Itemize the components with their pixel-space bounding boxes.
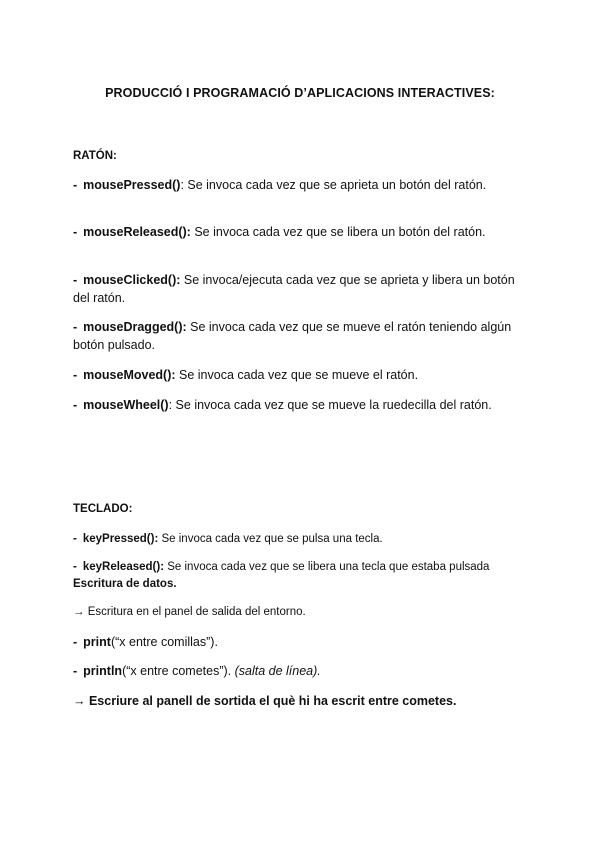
list-item-mouse-wheel: - mouseWheel(): Se invoca cada vez que se mueve la ruedecilla del ratón. xyxy=(73,398,492,412)
function-name: mouseMoved(): xyxy=(83,368,176,382)
function-name: keyPressed(): xyxy=(82,533,159,545)
function-name: keyReleased(): xyxy=(82,561,165,573)
function-name: mouseClicked(): xyxy=(83,273,181,287)
list-item-println: - println(“x entre cometes”). (salta de línea). xyxy=(73,664,321,678)
function-name: mouseReleased(): xyxy=(83,225,191,239)
function-name: println xyxy=(83,664,123,678)
section-label: Escritura de datos. xyxy=(73,578,177,590)
function-name: mouseDragged(): xyxy=(83,320,187,334)
page-title: PRODUCCIÓ I PROGRAMACIÓ D’APLICACIONS INTERACTIVES: xyxy=(105,86,495,100)
list-item-mouse-dragged: - mouseDragged(): Se invoca cada vez que se mueve el ratón teniendo algún botón pulsado. xyxy=(73,320,512,352)
final-note: → Escriure al panell de sortida el què hi ha escrit entre cometes. xyxy=(73,694,457,708)
function-description: Se invoca cada vez que se mueve el ratón teniendo algún botón pulsado. xyxy=(73,320,512,352)
list-item-mouse-clicked: - mouseClicked(): Se invoca/ejecuta cada vez que se aprieta y libera un botón del ratón. xyxy=(73,273,515,305)
function-description: Se invoca cada vez que se libera una tecla que estaba pulsada xyxy=(164,561,490,573)
list-item-mouse-moved: - mouseMoved(): Se invoca cada vez que se mueve el ratón. xyxy=(73,368,419,382)
function-description: Se invoca cada vez que se mueve el ratón. xyxy=(175,368,419,382)
raton-heading: RATÓN: xyxy=(73,150,117,162)
function-description: Se invoca cada vez que se libera un botón del ratón. xyxy=(190,225,486,239)
italic-note: (salta de línea). xyxy=(234,664,321,678)
function-name: mouseWheel() xyxy=(83,398,169,412)
list-item-key-pressed: - keyPressed(): Se invoca cada vez que se pulsa una tecla. xyxy=(73,533,383,545)
function-description: : Se invoca cada vez que se aprieta un botón del ratón. xyxy=(180,178,487,192)
teclado-heading: TECLADO: xyxy=(73,503,133,515)
function-description: (“x entre comillas”). xyxy=(110,635,218,649)
function-description: Se invoca cada vez que se pulsa una tecla. xyxy=(158,533,383,545)
function-description: (“x entre cometes”). xyxy=(122,664,235,678)
escritura-note: → Escritura en el panel de salida del entorno. xyxy=(73,606,306,618)
function-name: mousePressed() xyxy=(83,178,181,192)
function-name: print xyxy=(83,635,111,649)
list-item-print: - print(“x entre comillas”). xyxy=(73,635,218,649)
list-item-mouse-pressed: - mousePressed(): Se invoca cada vez que se aprieta un botón del ratón. xyxy=(73,178,487,192)
list-item-key-released: - keyReleased(): Se invoca cada vez que se libera una tecla que estaba pulsada Escritura de datos. xyxy=(73,561,490,590)
list-item-mouse-released: - mouseReleased(): Se invoca cada vez que se libera un botón del ratón. xyxy=(73,225,486,239)
function-description: Se invoca/ejecuta cada vez que se aprieta y libera un botón del ratón. xyxy=(73,273,515,305)
function-description: : Se invoca cada vez que se mueve la ruedecilla del ratón. xyxy=(168,398,492,412)
